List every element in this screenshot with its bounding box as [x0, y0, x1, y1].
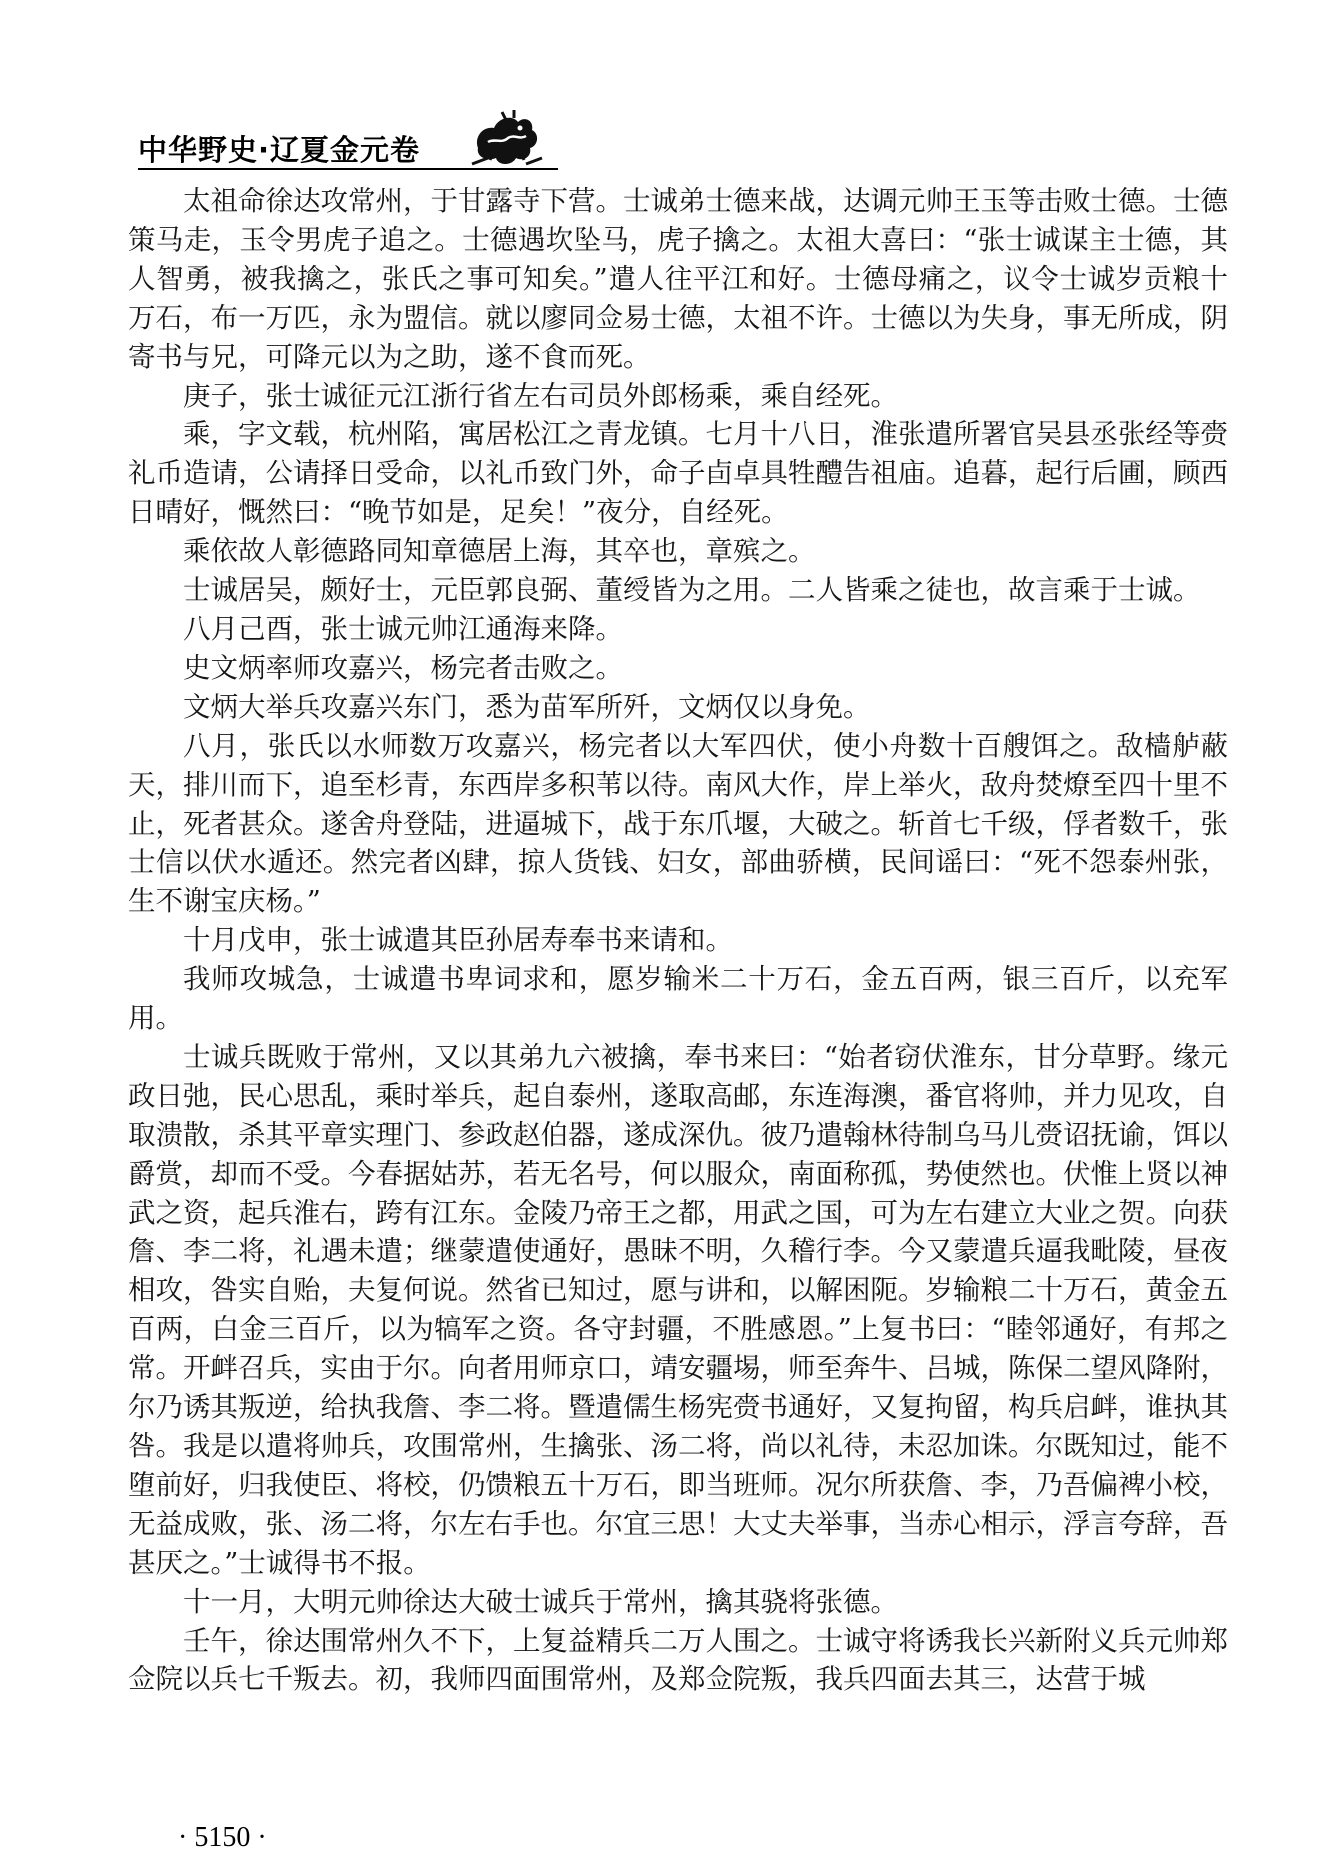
paragraph: 我师攻城急，士诚遣书卑词求和，愿岁输米二十万石，金五百两，银三百斤，以充军用。	[128, 963, 1228, 1035]
page-body	[128, 182, 1228, 1699]
paragraph: 太祖命徐达攻常州，于甘露寺下营。士诚弟士德来战，达调元帅王玉等击败士德。士德策马走，玉令男虎子追之。士德遇坎坠马，虎子擒之。太祖大喜曰：“张士诚谋主士德，其人智勇，被我擒之，张氏之事可知矣。”遣人往平江和好。士德母痛之，议令士诚岁贡粮十万石，布一万匹，永为盟信。就以廖同佥易士德，太祖不许。士德以为失身，事无所成，阴寄书与兄，可降元以为之助，遂不食而死。	[128, 185, 1228, 373]
dragon-emblem-icon	[468, 108, 546, 170]
paragraph: 文炳大举兵攻嘉兴东门，悉为苗军所歼，文炳仅以身免。	[183, 690, 871, 723]
paragraph: 十月戊申，张士诚遣其臣孙居寿奉书来请和。	[183, 924, 733, 957]
paragraph: 乘，字文载，杭州陷，寓居松江之青龙镇。七月十八日，淮张遣所署官吴县丞张经等赍礼币造请，公请择日受命，以礼币致门外，命子卣卓具牲醴告祖庙。追暮，起行后圃，顾西日晴好，慨然曰：“晚节如是，足矣！”夜分，自经死。	[128, 418, 1228, 529]
page-number: · 5150 ·	[178, 1822, 267, 1853]
paragraph: 壬午，徐达围常州久不下，上复益精兵二万人围之。士诚守将诱我长兴新附义兵元帅郑佥院以兵七千叛去。初，我师四面围常州，及郑佥院叛，我兵四面去其三，达营于城	[128, 1624, 1228, 1696]
paragraph: 乘依故人彰德路同知章德居上海，其卒也，章殡之。	[183, 535, 816, 568]
header-rule	[138, 168, 558, 170]
paragraph: 庚子，张士诚征元江浙行省左右司员外郎杨乘，乘自经死。	[183, 379, 898, 412]
paragraph: 八月，张氏以水师数万攻嘉兴，杨完者以大军四伏，使小舟数十百艘饵之。敌樯舻蔽天，排川而下，追至杉青，东西岸多积苇以待。南风大作，岸上举火，敌舟焚燎至四十里不止，死者甚众。遂舍舟登陆，进逼城下，战于东爪堰，大破之。斩首七千级，俘者数千，张士信以伏水遁还。然完者凶肆，掠人货钱、妇女，部曲骄横，民间谣曰：“死不怨泰州张，生不谢宝庆杨。”	[128, 729, 1228, 918]
book-title: 中华野史·辽夏金元卷	[138, 133, 421, 167]
paragraph: 士诚兵既败于常州，又以其弟九六被擒，奉书来曰：“始者窃伏淮东，甘分草野。缘元政日弛，民心思乱，乘时举兵，起自泰州，遂取高邮，东连海澳，番官将帅，并力见攻，自取溃散，杀其平章实理门、参政赵伯器，遂成深仇。彼乃遣翰林待制乌马儿赍诏抚谕，饵以爵赏，却而不受。今春据姑苏，若无名号，何以服众，南面称孤，势使然也。伏惟上贤以神武之资，起兵淮右，跨有江东。金陵乃帝王之都，用武之国，可为左右建立大业之贺。向获詹、李二将，礼遇未遣；继蒙遣使通好，愚昧不明，久稽行李。今又蒙遣兵逼我毗陵，昼夜相攻，咎实自贻，夫复何说。然省已知过，愿与讲和，以解困阨。岁输粮二十万石，黄金五百两，白金三百斤，以为犒军之资。各守封疆，不胜感恩。”上复书曰：“睦邻通好，有邦之常。开衅召兵，实由于尔。向者用师京口，靖安疆埸，师至奔牛、吕城，陈保二望风降附，尔乃诱其叛逆，给执我詹、李二将。暨遣儒生杨宪赍书通好，又复拘留，构兵启衅，谁执其咎。我是以遣将帅兵，攻围常州，生擒张、汤二将，尚以礼待，未忍加诛。尔既知过，能不堕前好，归我使臣、将校，仍馈粮五十万石，即当班师。况尔所获詹、李，乃吾偏裨小校，无益成败，张、汤二将，尔左右手也。尔宜三思！大丈夫举事，当赤心相示，浮言夸辞，吾甚厌之。”士诚得书不报。	[128, 1040, 1228, 1579]
paragraph: 史文炳率师攻嘉兴，杨完者击败之。	[183, 651, 623, 684]
paragraph: 八月己酉，张士诚元帅江通海来降。	[183, 612, 623, 645]
paragraph: 士诚居吴，颇好士，元臣郭良弼、董绶皆为之用。二人皆乘之徒也，故言乘于士诚。	[183, 574, 1201, 607]
paragraph: 十一月，大明元帅徐达大破士诚兵于常州，擒其骁将张德。	[183, 1585, 898, 1618]
running-header	[138, 100, 1238, 170]
